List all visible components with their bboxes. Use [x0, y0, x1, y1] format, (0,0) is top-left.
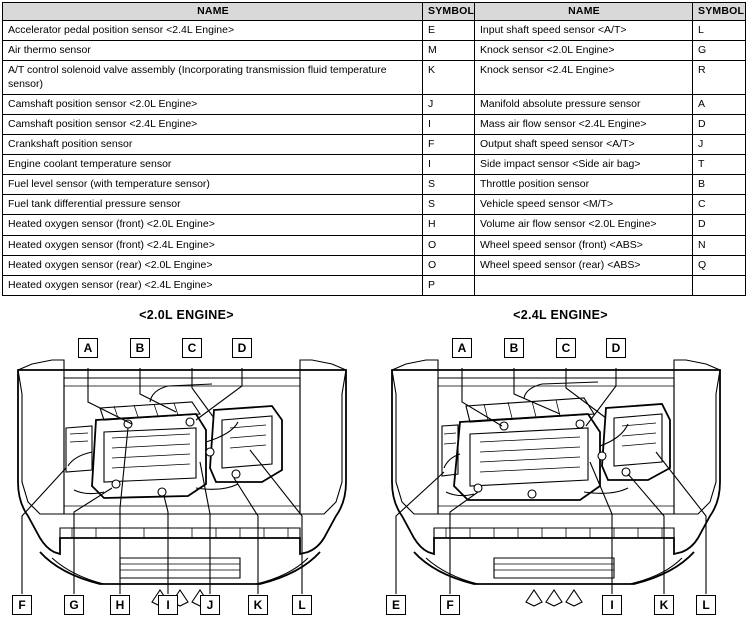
sensor-symbol-left: P [423, 275, 475, 295]
table-row [3, 235, 746, 255]
table-row [3, 61, 746, 94]
sensor-symbol-right: D [693, 215, 746, 235]
callout-left-bottom-g: G [64, 595, 84, 615]
sensor-name-left: Heated oxygen sensor (front) <2.4L Engine> [3, 235, 423, 255]
sensor-symbol-left: K [423, 61, 475, 94]
table-row [3, 195, 746, 215]
sensor-symbol-left: S [423, 195, 475, 215]
callout-right-top-c: C [556, 338, 576, 358]
sensor-symbol-right: A [693, 94, 746, 114]
sensor-name-right: Wheel speed sensor (rear) <ABS> [475, 255, 693, 275]
sensor-symbol-right: N [693, 235, 746, 255]
sensor-symbol-left: I [423, 114, 475, 134]
sensor-table-container [2, 2, 745, 296]
sensor-name-left: Air thermo sensor [3, 41, 423, 61]
sensor-name-right: Knock sensor <2.0L Engine> [475, 41, 693, 61]
column-header-name-2: NAME [475, 3, 693, 21]
callout-right-bottom-f: F [440, 595, 460, 615]
sensor-name-left: Accelerator pedal position sensor <2.4L Engine> [3, 21, 423, 41]
sensor-symbol-left: J [423, 94, 475, 114]
table-row [3, 255, 746, 275]
callout-left-bottom-i: I [158, 595, 178, 615]
callout-right-top-d: D [606, 338, 626, 358]
sensor-symbol-right [693, 275, 746, 295]
diagram-2-0l-engine [0, 302, 373, 620]
sensor-symbol-left: O [423, 255, 475, 275]
table-row [3, 175, 746, 195]
callout-left-bottom-l: L [292, 595, 312, 615]
sensor-symbol-left: F [423, 134, 475, 154]
callout-right-top-a: A [452, 338, 472, 358]
sensor-symbol-table [2, 2, 746, 296]
table-row [3, 41, 746, 61]
callout-right-bottom-k: K [654, 595, 674, 615]
sensor-symbol-left: I [423, 155, 475, 175]
table-row [3, 114, 746, 134]
column-header-symbol-2: SYMBOL [693, 3, 746, 21]
sensor-name-right: Knock sensor <2.4L Engine> [475, 61, 693, 94]
table-row [3, 155, 746, 175]
callout-left-top-d: D [232, 338, 252, 358]
sensor-name-left: A/T control solenoid valve assembly (Incorporating transmission fluid temperature sensor) [3, 61, 423, 94]
diagram-title-left: <2.0L ENGINE> [139, 308, 234, 322]
sensor-symbol-right: R [693, 61, 746, 94]
sensor-symbol-left: E [423, 21, 475, 41]
sensor-name-left: Engine coolant temperature sensor [3, 155, 423, 175]
table-row [3, 215, 746, 235]
sensor-symbol-right: G [693, 41, 746, 61]
sensor-name-right: Manifold absolute pressure sensor [475, 94, 693, 114]
callout-left-bottom-h: H [110, 595, 130, 615]
sensor-symbol-left: M [423, 41, 475, 61]
sensor-symbol-right: L [693, 21, 746, 41]
sensor-name-right: Volume air flow sensor <2.0L Engine> [475, 215, 693, 235]
callout-right-bottom-l: L [696, 595, 716, 615]
callout-left-top-b: B [130, 338, 150, 358]
table-row [3, 134, 746, 154]
callout-left-bottom-k: K [248, 595, 268, 615]
sensor-symbol-left: O [423, 235, 475, 255]
table-header-row [3, 3, 746, 21]
table-row [3, 94, 746, 114]
sensor-name-left: Crankshaft position sensor [3, 134, 423, 154]
callout-left-bottom-j: J [200, 595, 220, 615]
table-body [3, 21, 746, 296]
sensor-name-right: Wheel speed sensor (front) <ABS> [475, 235, 693, 255]
callout-right-top-b: B [504, 338, 524, 358]
callout-right-bottom-i: I [602, 595, 622, 615]
sensor-name-left: Heated oxygen sensor (rear) <2.4L Engine> [3, 275, 423, 295]
callout-left-bottom-f: F [12, 595, 32, 615]
sensor-symbol-left: H [423, 215, 475, 235]
diagram-title-right: <2.4L ENGINE> [513, 308, 608, 322]
sensor-name-left: Fuel tank differential pressure sensor [3, 195, 423, 215]
sensor-symbol-right: T [693, 155, 746, 175]
callout-left-top-c: C [182, 338, 202, 358]
callout-left-top-a: A [78, 338, 98, 358]
sensor-name-right: Throttle position sensor [475, 175, 693, 195]
sensor-symbol-right: C [693, 195, 746, 215]
sensor-name-right: Output shaft speed sensor <A/T> [475, 134, 693, 154]
table-row [3, 275, 746, 295]
sensor-name-left: Fuel level sensor (with temperature sensor) [3, 175, 423, 195]
sensor-name-left: Heated oxygen sensor (rear) <2.0L Engine> [3, 255, 423, 275]
table-row [3, 21, 746, 41]
sensor-name-right: Input shaft speed sensor <A/T> [475, 21, 693, 41]
sensor-symbol-right: J [693, 134, 746, 154]
sensor-name-left: Heated oxygen sensor (front) <2.0L Engine> [3, 215, 423, 235]
callout-right-bottom-e: E [386, 595, 406, 615]
diagram-2-4l-engine [374, 302, 747, 620]
sensor-symbol-right: Q [693, 255, 746, 275]
sensor-name-right [475, 275, 693, 295]
sensor-symbol-left: S [423, 175, 475, 195]
sensor-symbol-right: B [693, 175, 746, 195]
sensor-name-left: Camshaft position sensor <2.0L Engine> [3, 94, 423, 114]
sensor-name-right: Vehicle speed sensor <M/T> [475, 195, 693, 215]
sensor-symbol-right: D [693, 114, 746, 134]
column-header-name-1: NAME [3, 3, 423, 21]
column-header-symbol-1: SYMBOL [423, 3, 475, 21]
sensor-name-right: Mass air flow sensor <2.4L Engine> [475, 114, 693, 134]
engine-diagrams [0, 302, 747, 620]
sensor-name-left: Camshaft position sensor <2.4L Engine> [3, 114, 423, 134]
sensor-name-right: Side impact sensor <Side air bag> [475, 155, 693, 175]
